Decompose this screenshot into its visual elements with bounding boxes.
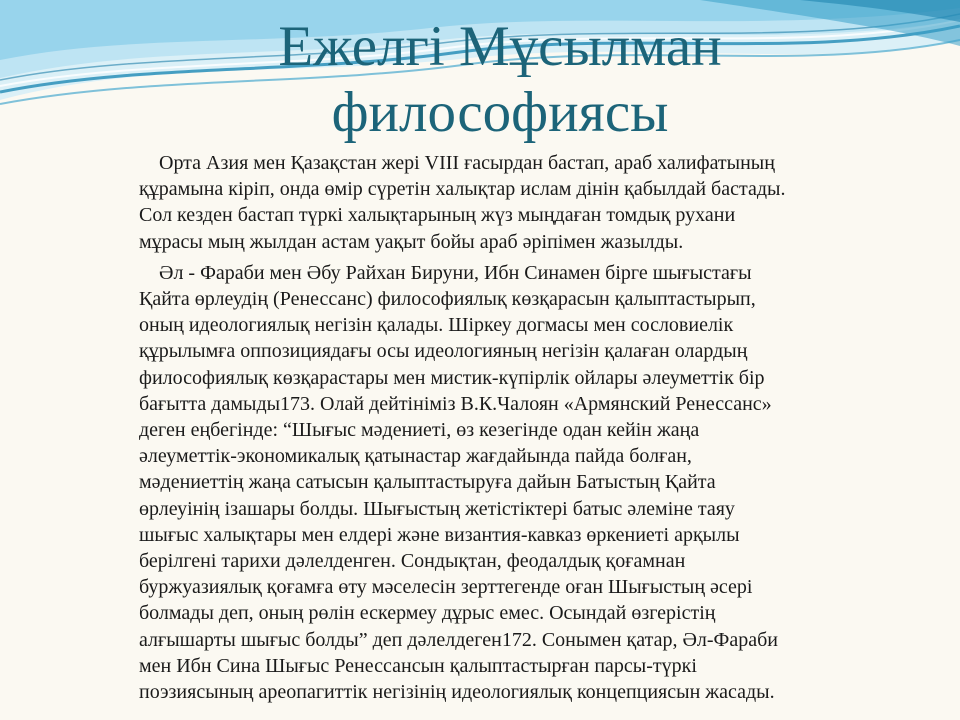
- text-line: болмады деп, оның рөлін ескермеу дұрыс емес. Осындай өзгерістің: [139, 602, 716, 625]
- text-line: поэзиясының ареопагиттік негізінің идеологиялық концепциясын жасады.: [139, 681, 775, 704]
- text-line: мұрасы мың жылдан астам уақыт бойы араб әріпімен жазылды.: [139, 230, 684, 253]
- body-text: [139, 150, 861, 710]
- paragraph-1: [139, 150, 861, 255]
- text-line: буржуазиялық қоғамға өту мәселесін зерттегенде оған Шығыстың әсері: [139, 576, 753, 599]
- text-line: шығыс халықтары мен елдері және византия-кавказ өркениеті арқылы: [139, 523, 740, 546]
- text-line: мен Ибн Сина Шығыс Ренессансын қалыптастырған парсы-түркі: [139, 654, 697, 677]
- text-line: құрамына кіріп, онда өмір сүретін халықтар ислам дінін қабылдай бастады.: [139, 178, 786, 201]
- text-line: берілгені тарихи дәлелденген. Сондықтан, феодалдық қоғамнан: [139, 550, 686, 573]
- text-line: өрлеуінің ізашары болды. Шығыстың жетістіктері батыс әлеміне таяу: [139, 497, 735, 520]
- text-line: Қайта өрлеудің (Ренессанс) философиялық көзқарасын қалыптастырып,: [139, 288, 756, 311]
- slide-title-line-2: философиясы: [331, 81, 669, 144]
- slide-title-line-1: Ежелгі Мұсылман: [278, 15, 722, 78]
- text-line: философиялық көзқарастары мен мистик-күпірлік ойлары әлеуметтік бір: [139, 366, 765, 389]
- text-line: Сол кезден бастап түркі халықтарының жүз мыңдаған томдық рухани: [139, 204, 736, 227]
- text-line: Әл - Фараби мен Әбу Райхан Бируни, Ибн Синамен бірге шығыстағы: [159, 261, 752, 284]
- text-line: Орта Азия мен Қазақстан жері VIII ғасырдан бастап, араб халифатының: [159, 152, 775, 174]
- text-line: құрылымға оппозициядағы осы идеологияның негізін қалаған олардың: [139, 340, 748, 363]
- text-line: деген еңбегінде: “Шығыс мәдениеті, өз кезегінде одан кейін жаңа: [139, 419, 700, 442]
- slide-title: [0, 14, 960, 146]
- text-line: әлеуметтік-экономикалық қатынастар жағдайында пайда болған,: [139, 445, 692, 468]
- text-line: мәдениеттің жаңа сатысын қалыптастыруға дайын Батыстың Қайта: [139, 471, 716, 494]
- text-line: алғышарты шығыс болды” деп дәлелдеген172. Сонымен қатар, Әл-Фараби: [139, 628, 778, 651]
- text-line: оның идеологиялық негізін қалады. Шіркеу догмасы мен сословиелік: [139, 314, 734, 337]
- text-line: бағытта дамыды173. Олай дейтініміз В.К.Чалоян «Армянский Ренессанс»: [139, 392, 772, 415]
- paragraph-2: [139, 260, 861, 705]
